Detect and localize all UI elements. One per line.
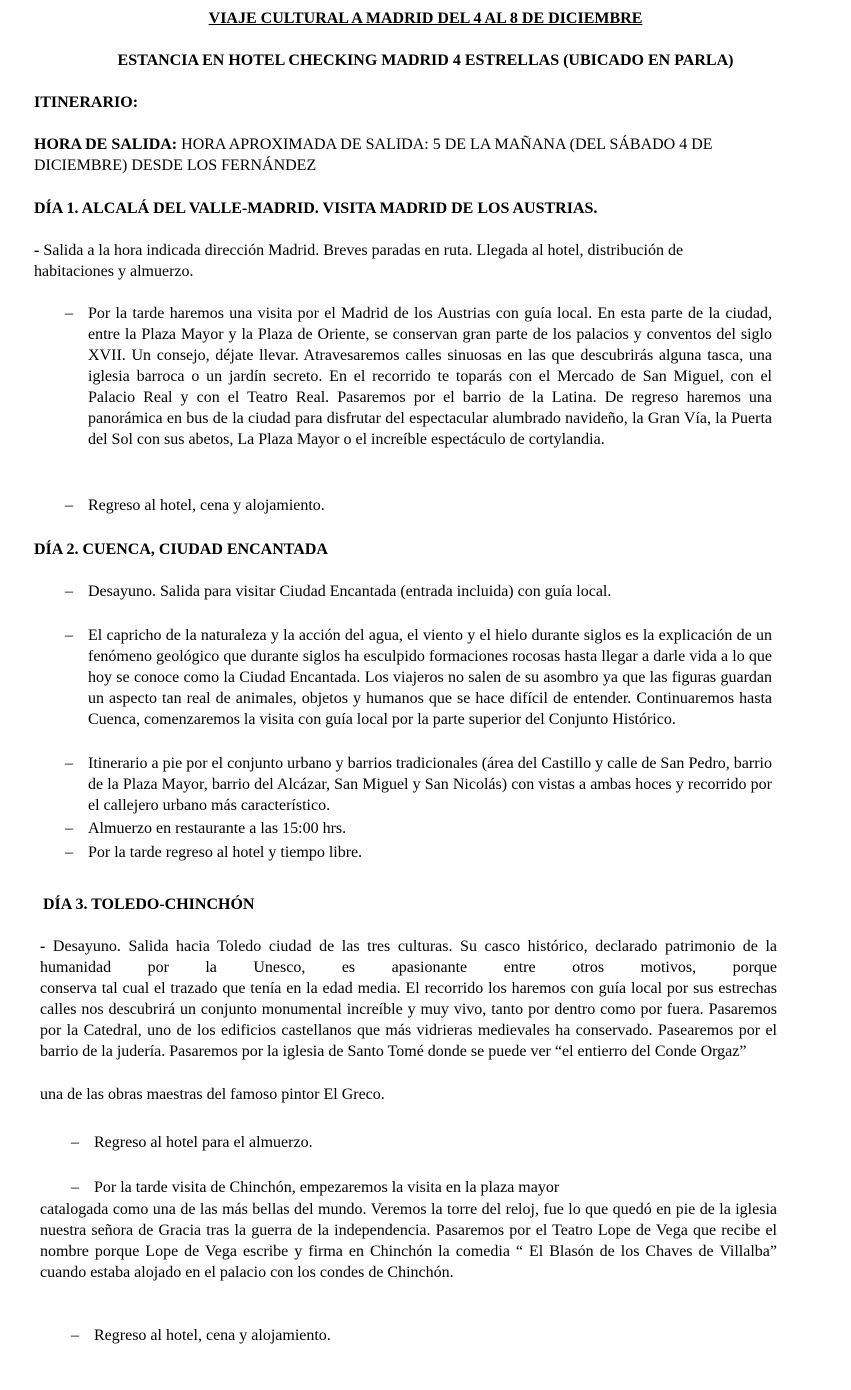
hotel-subtitle: ESTANCIA EN HOTEL CHECKING MADRID 4 ESTRELLAS (UBICADO EN PARLA): [117, 52, 734, 69]
itinerary-label: ITINERARIO:: [34, 94, 139, 111]
bullet-dash-icon: –: [65, 755, 73, 772]
day1-intro-text: Salida a la hora indicada dirección Madrid. Breves paradas en ruta. Llegada al hotel, distribución de habitaciones y almuerzo.: [34, 242, 684, 280]
day2-bullet-2-text: El capricho de la naturaleza y la acción del agua, el viento y el hielo durante siglos es la explicación de un fenómeno geológico que durante siglos ha esculpido formaciones rocosas hasta llegar a darle vida a lo que hoy se conoce como la Ciudad Encantada. Los viajeros no salen de su asombro ya que las figuras guardan un aspecto tan real de animales, objetos y humanos que se hace difícil de entender. Continuaremos hasta Cuenca, comenzaremos la visita con guía local por la parte superior del Conjunto Histórico.: [88, 627, 772, 728]
departure-text: HORA APROXIMADA DE SALIDA: 5 DE LA MAÑANA (DEL SÁBADO 4 DE DICIEMBRE) DESDE LOS FERNÁNDEZ: [34, 136, 713, 174]
departure-paragraph: [34, 134, 772, 176]
day3-heading: DÍA 3. TOLEDO-CHINCHÓN: [43, 896, 255, 913]
day3-intro-line2: conserva tal cual el trazado que tenía en la edad media. El recorrido los haremos con guía local por sus estrechas calles nos descubrirá un conjunto monumental increíble y muy vivo, tanto por dentro como por fuera. Pasaremos por la Catedral, uno de los edificios castellanos que más vidrieras medievales ha conservado. Pasearemos por el barrio de la judería. Pasaremos por la iglesia de Santo Tomé donde se puede ver “el entierro del Conde Orgaz”: [40, 980, 777, 1060]
day3-intro-text: Desayuno. Salida hacia Toledo ciudad de las tres culturas. Su casco histórico, declarado patrimonio de la humanidad por la Unesco, es apasionante entre otros motivos, porque: [40, 938, 777, 976]
day3-chinchon-continuation: catalogada como una de las más bellas del mundo. Veremos la torre del reloj, fue lo que quedó en pie de la iglesia nuestra señora de Gracia tras la guerra de la independencia. Pasaremos por el Teatro Lope de Vega que recibe el nombre porque Lope de Vega escribe y firma en Chinchón la comedia “ El Blasón de los Chaves de Villalba” cuando estaba alojado en el palacio con los condes de Chinchón.: [40, 1201, 777, 1281]
bullet-dash-icon: –: [71, 1179, 79, 1196]
document-title: VIAJE CULTURAL A MADRID DEL 4 AL 8 DE DICIEMBRE: [208, 10, 643, 27]
day1-bullet-2-text: Regreso al hotel, cena y alojamiento.: [88, 497, 325, 514]
day2-bullet-1-text: Desayuno. Salida para visitar Ciudad Encantada (entrada incluida) con guía local.: [88, 583, 612, 600]
departure-label: HORA DE SALIDA:: [34, 136, 178, 153]
bullet-dash-icon: –: [71, 1327, 79, 1344]
day3-bullet-lunch-text: Regreso al hotel para el almuerzo.: [94, 1134, 313, 1151]
bullet-dash-icon: –: [65, 820, 73, 837]
bullet-dash-icon: –: [65, 497, 73, 514]
bullet-dash-icon: –: [65, 305, 73, 322]
day3-bullet-last-text: Regreso al hotel, cena y alojamiento.: [94, 1327, 331, 1344]
day1-intro-dash: -: [34, 242, 40, 259]
day2-bullet-5-text: Por la tarde regreso al hotel y tiempo libre.: [88, 844, 363, 861]
day1-bullet-1-text: Por la tarde haremos una visita por el Madrid de los Austrias con guía local. En esta parte de la ciudad, entre la Plaza Mayor y la Plaza de Oriente, se conservan gran parte de los palacios y conventos del siglo XVII. Un consejo, déjate llevar. Atravesaremos calles sinuosas en las que descubrirás alguna tasca, una iglesia barroca o un jardín secreto. En el recorrido te toparás con el Mercado de San Miguel, con el Palacio Real y con el Teatro Real. Pasaremos por el barrio de la Latina. De regreso haremos una panorámica en bus de la ciudad para disfrutar del espectacular alumbrado navideño, la Gran Vía, la Puerta del Sol con sus abetos, La Plaza Mayor o el increíble espectáculo de cortylandia.: [88, 305, 772, 448]
day1-heading: DÍA 1. ALCALÁ DEL VALLE-MADRID. VISITA MADRID DE LOS AUSTRIAS.: [34, 200, 598, 217]
bullet-dash-icon: –: [65, 627, 73, 644]
day1-intro: [34, 240, 766, 282]
day3-intro-line1: [40, 936, 777, 978]
day3-intro-line3: una de las obras maestras del famoso pintor El Greco.: [40, 1086, 385, 1103]
day2-heading: DÍA 2. CUENCA, CIUDAD ENCANTADA: [34, 541, 328, 558]
bullet-dash-icon: –: [65, 844, 73, 861]
day3-intro-dash: -: [40, 938, 46, 955]
bullet-dash-icon: –: [65, 583, 73, 600]
day2-bullet-3-text: Itinerario a pie por el conjunto urbano y barrios tradicionales (área del Castillo y calle de San Pedro, barrio de la Plaza Mayor, barrio del Alcázar, San Miguel y San Nicolás) con vistas a ambas hoces y recorrido por el callejero urbano más característico.: [88, 755, 772, 814]
day2-bullet-4-text: Almuerzo en restaurante a las 15:00 hrs.: [88, 820, 347, 837]
bullet-dash-icon: –: [71, 1134, 79, 1151]
day3-bullet-chinchon-text: Por la tarde visita de Chinchón, empezaremos la visita en la plaza mayor: [94, 1179, 560, 1196]
